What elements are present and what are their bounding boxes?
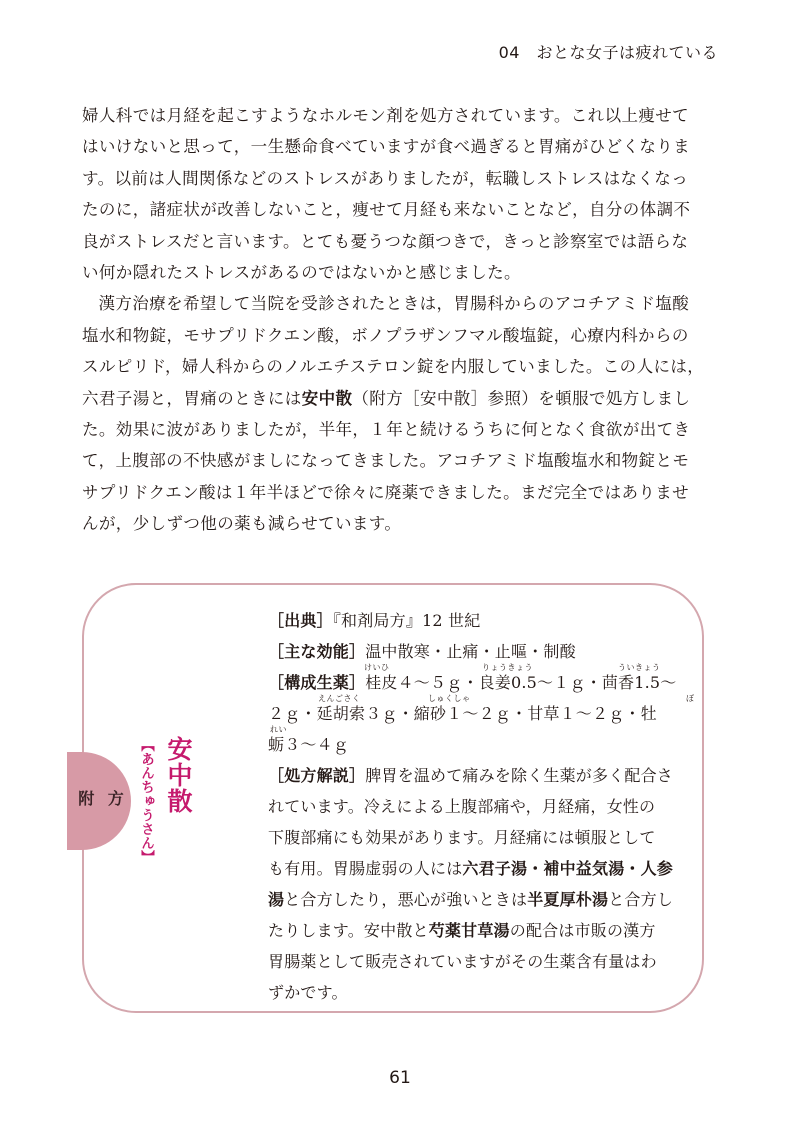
commentary-text: と合方し <box>608 890 674 909</box>
effect-label: ［主な効能］ <box>268 642 366 661</box>
commentary-row <box>268 884 706 915</box>
source-row <box>268 605 706 636</box>
furigana: えんごさく <box>318 694 361 703</box>
furigana: けいひ <box>364 663 390 672</box>
ingredients-text: 蛎３～４ｇ <box>268 735 350 754</box>
furigana: ういきょう <box>618 663 661 672</box>
commentary-row <box>268 915 706 946</box>
ingredients-label: ［構成生薬］ <box>268 673 366 692</box>
body-line <box>82 383 727 414</box>
commentary-row <box>268 760 706 791</box>
highlight-anchusan: 安中散 <box>301 388 353 408</box>
commentary-text: の配合は市販の漢方 <box>509 921 656 940</box>
commentary-text: も有用。胃腸虚弱の人には <box>268 859 463 878</box>
formula-highlight: 芍薬甘草湯 <box>428 921 510 940</box>
commentary-text: と合方したり，悪心が強いときは <box>284 890 528 909</box>
commentary-row: れています。冷えによる上腹部痛や，月経痛，女性の <box>268 797 656 816</box>
commentary-row: ずかです。 <box>268 983 348 1002</box>
running-header: 04 おとな女子は疲れている <box>498 43 718 62</box>
body-line: す。以前は人間関係などのストレスがありましたが，転職しストレスはなくなっ <box>82 168 689 188</box>
body-line: んが，少しずつ他の薬も減らせています。 <box>82 514 402 534</box>
formula-title: 安中散 <box>164 736 193 814</box>
formula-reading: 【あんちゅうさん】 <box>138 738 154 864</box>
commentary-row <box>268 853 706 884</box>
commentary-row: 下腹部痛にも効果があります。月経痛には頓服として <box>268 828 656 847</box>
commentary-label: ［処方解説］ <box>268 766 366 785</box>
ingredients-text: 桂皮４～５ｇ・良姜0.5～１ｇ・茴香1.5～ <box>365 673 677 692</box>
body-line: はいけないと思って，一生懸命食べていますが食べ過ぎると胃痛がひどくなりま <box>82 137 691 157</box>
furigana: れい <box>270 725 287 734</box>
body-line: 塩水和物錠，モサプリドクエン酸，ボノプラザンフマル酸塩錠，心療内科からの <box>82 325 689 345</box>
commentary-text: たりします。安中散と <box>268 921 429 940</box>
body-text-segment: 六君子湯と，胃痛のときには <box>82 388 302 408</box>
body-text-segment: （附方［安中散］参照）を頓服で処方しまし <box>352 388 691 408</box>
commentary-text: 脾胃を温めて痛みを除く生薬が多く配合さ <box>365 766 674 785</box>
furigana: りょうきょう <box>482 663 533 672</box>
commentary-row: 胃腸薬として販売されていますがその生薬含有量はわ <box>268 952 657 971</box>
ingredients-row <box>268 694 706 729</box>
body-line: 漢方治療を希望して当院を受診されたときは，胃腸科からのアコチアミド塩酸 <box>98 294 690 314</box>
body-line: スルピリド，婦人科からのノルエチステロン錠を内服していました。この人には， <box>82 357 705 377</box>
body-line: 良がストレスだと言います。とても憂うつな顔つきで，きっと診察室では語らな <box>82 231 689 251</box>
furigana: ぼ <box>686 694 695 703</box>
furigana: しゅくしゃ <box>428 694 471 703</box>
effect-text: 温中散寒・止痛・止嘔・制酸 <box>365 642 576 661</box>
body-text <box>82 100 727 540</box>
body-line: た。効果に波がありましたが，半年，１年と続けるうちに何となく食欲が出てき <box>82 420 691 440</box>
source-label: ［出典］ <box>268 611 333 630</box>
body-line: い何か隠れたストレスがあるのではないかと感じました。 <box>82 263 521 283</box>
body-line: たのに，諸症状が改善しないこと，痩せて月経も来ないことなど，自分の体調不 <box>82 200 691 220</box>
formula-highlight: 半夏厚朴湯 <box>527 890 609 909</box>
page-number: 61 <box>389 1068 411 1088</box>
body-line: 婦人科では月経を起こすようなホルモン剤を処方されています。これ以上痩せて <box>82 106 690 125</box>
body-line: サプリドクエン酸は１年半ほどで徐々に廃薬できました。まだ完全ではありませ <box>82 482 690 502</box>
formula-highlight: 湯 <box>268 890 285 909</box>
appendix-content <box>268 605 706 1008</box>
ingredients-row <box>268 725 706 760</box>
body-line: て，上腹部の不快感がましになってきました。アコチアミド塩酸塩水和物錠とモ <box>82 451 690 471</box>
appendix-tab-label: 附 方 <box>78 789 128 808</box>
ingredients-text: ２ｇ・延胡索３ｇ・縮砂１～２ｇ・甘草１～２ｇ・牡 <box>268 704 657 723</box>
source-text: 『和剤局方』12 世紀 <box>332 611 481 630</box>
formula-highlight: 六君子湯・補中益気湯・人参 <box>462 859 674 878</box>
